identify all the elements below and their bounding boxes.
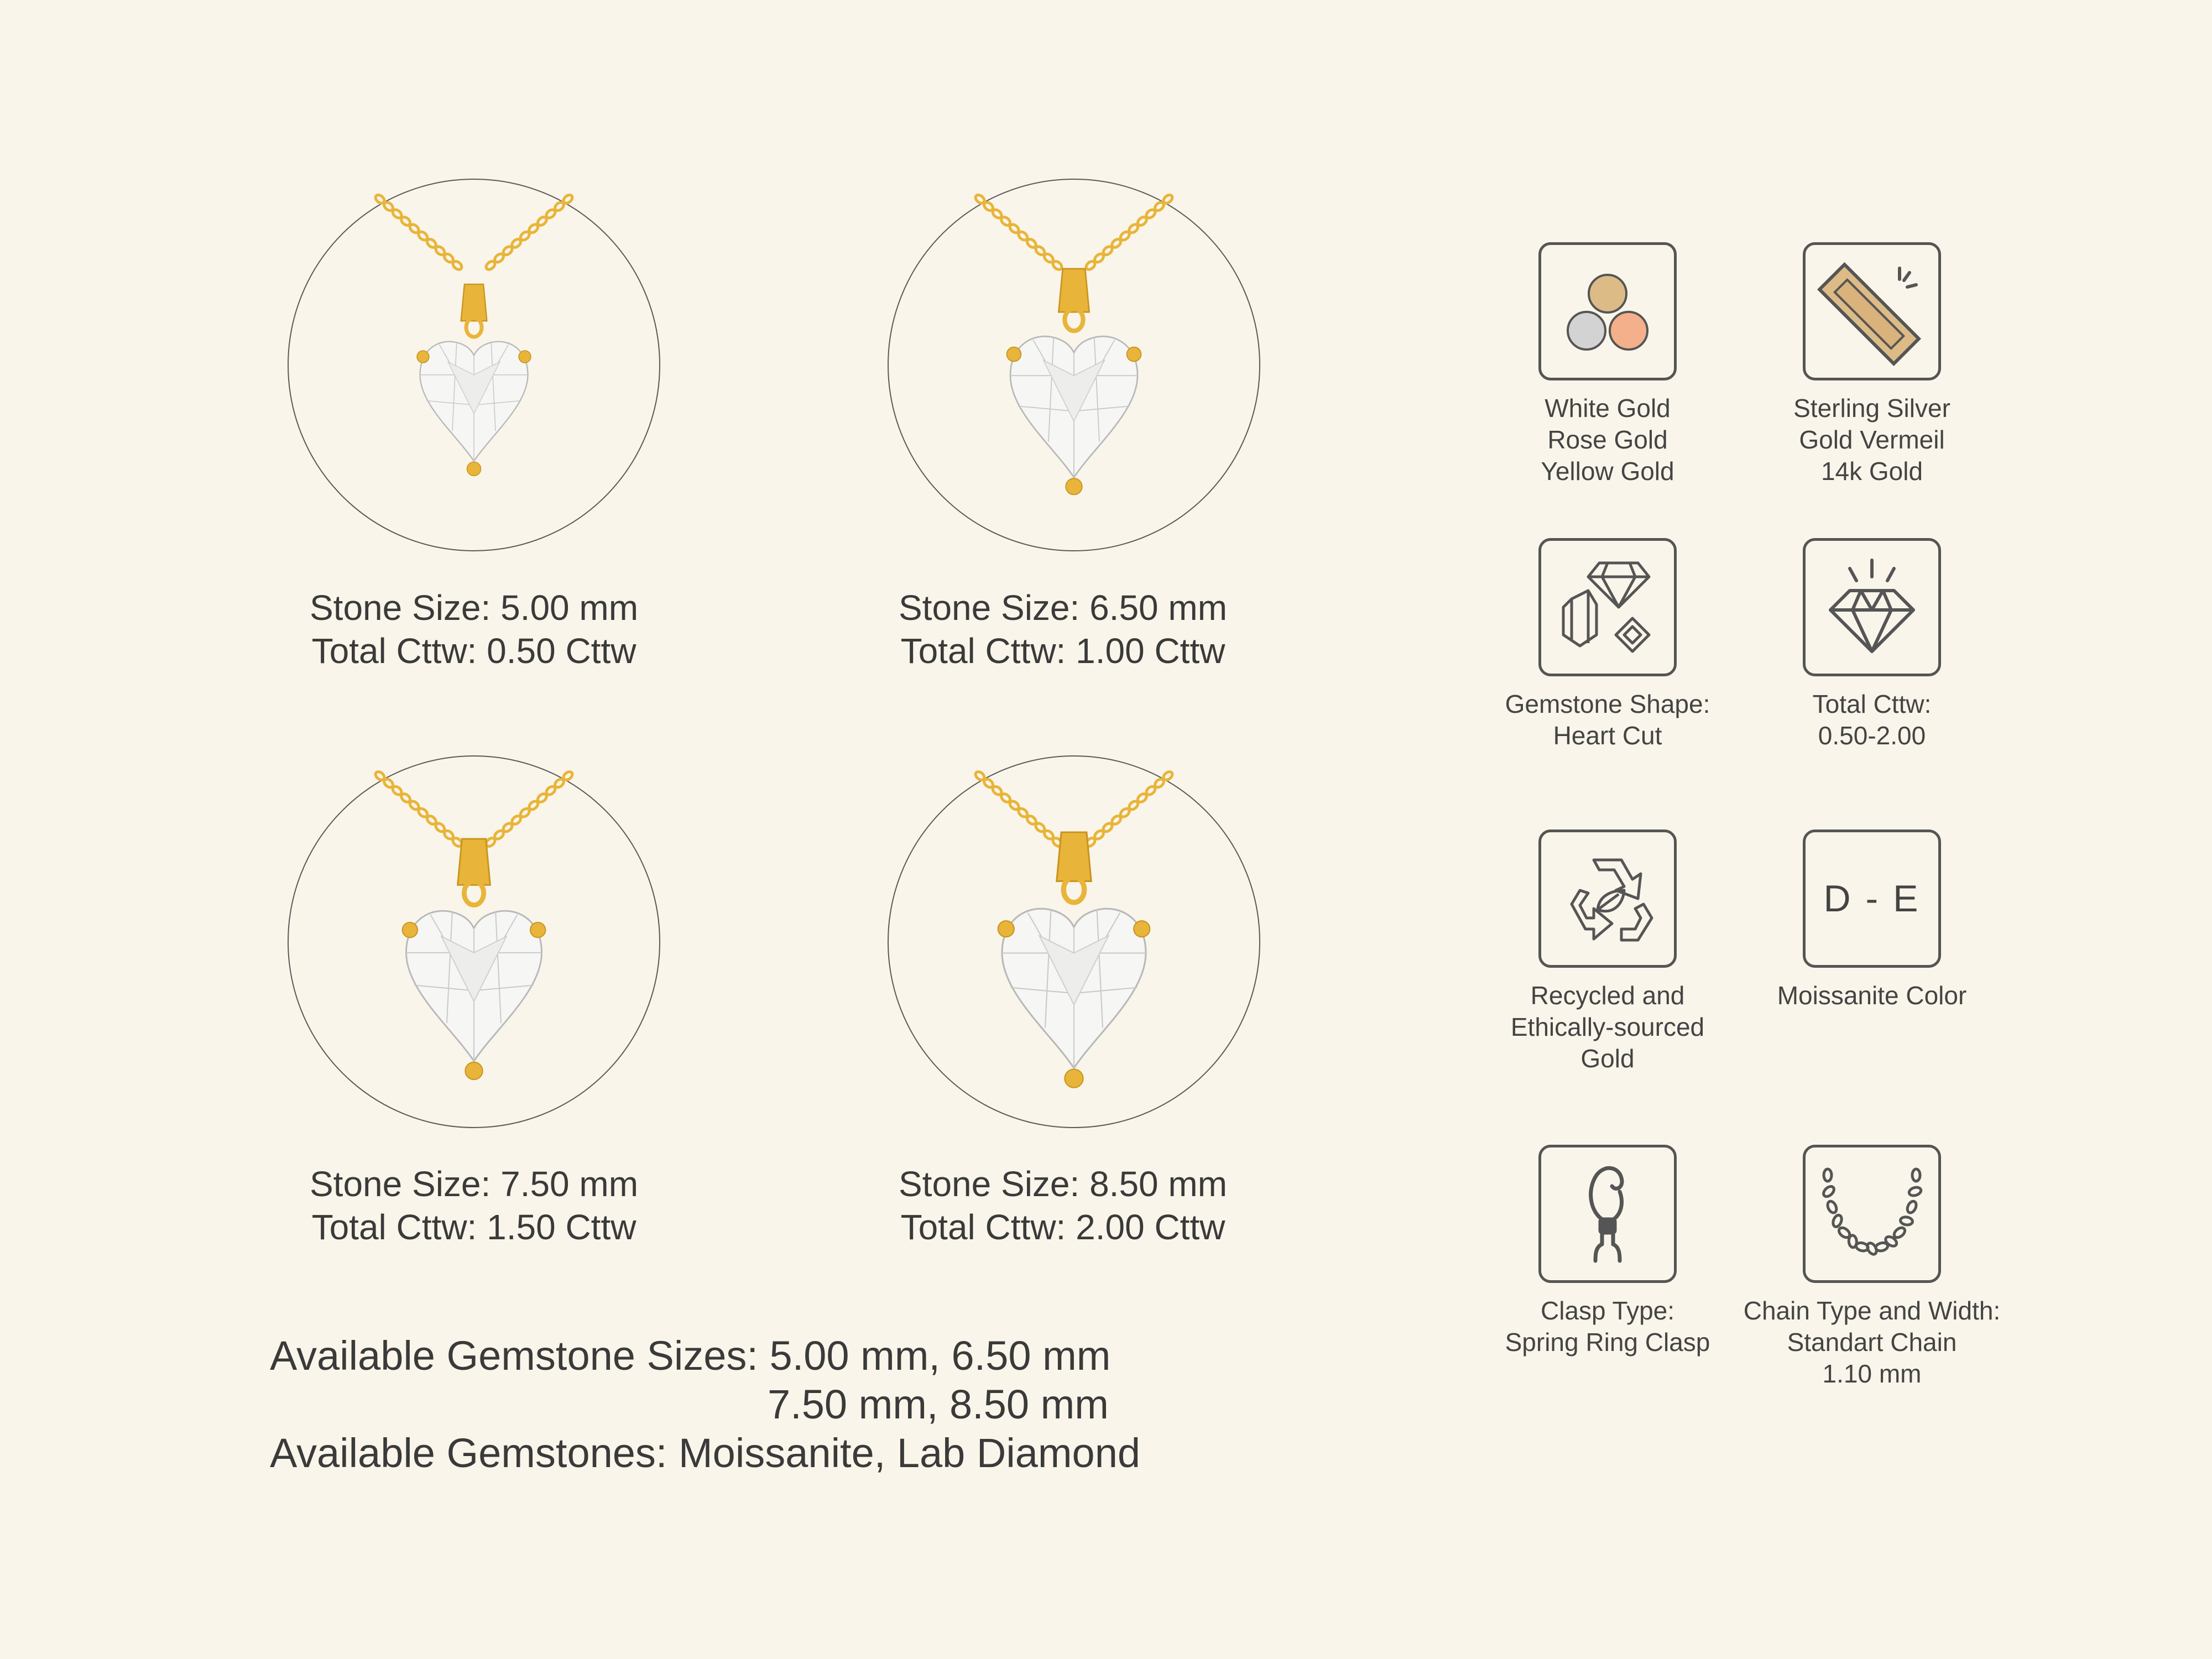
available-sizes-line-2: 7.50 mm, 8.50 mm [768,1381,1109,1427]
feature-clasp-type [1464,1145,1751,1358]
feature-label: Recycled and Ethically-sourced Gold [1510,981,1705,1073]
feature-metal-types [1728,242,2016,487]
total-cttw-text: Total Cttw: 0.50 Cttw [311,631,637,671]
availability-summary [270,1332,1140,1478]
spring-ring-clasp-icon [1547,1153,1668,1275]
stone-size-text: Stone Size: 7.50 mm [309,1164,639,1204]
feature-label: Chain Type and Width: Standart Chain 1.10 mm [1743,1296,2001,1388]
feature-icon-box [1803,538,1941,676]
feature-icon-box [1538,830,1677,968]
gemstones-icon [1547,546,1668,668]
feature-icon-box [1538,242,1677,380]
feature-icon-box [1803,242,1941,380]
stone-size-text: Stone Size: 5.00 mm [309,588,639,628]
feature-icon-box [1538,538,1677,676]
metal-color-circles-icon [1547,251,1668,372]
feature-metal-colors [1464,242,1751,487]
pendant-image-6-5mm [886,177,1262,553]
feature-label: Total Cttw: 0.50-2.00 [1812,690,1932,750]
total-cttw-text: Total Cttw: 1.00 Cttw [900,631,1225,671]
feature-recycled-gold [1464,830,1751,1074]
available-gemstones-line: Available Gemstones: Moissanite, Lab Diamond [270,1430,1141,1476]
feature-total-cttw [1728,538,2016,752]
feature-label: Sterling Silver Gold Vermeil 14k Gold [1793,394,1950,486]
feature-icon-box [1538,1145,1677,1283]
product-caption [225,1162,723,1249]
feature-chain-type [1728,1145,2016,1390]
feature-label: Gemstone Shape: Heart Cut [1505,690,1710,750]
product-caption [814,1162,1312,1249]
gold-bar-icon [1811,251,1933,372]
recycle-leaf-icon [1547,838,1668,959]
stone-size-text: Stone Size: 6.50 mm [898,588,1228,628]
color-grade-icon-text: D - E [1823,878,1921,920]
feature-icon-box [1803,830,1941,968]
product-caption [225,586,723,672]
total-cttw-text: Total Cttw: 2.00 Cttw [900,1207,1225,1247]
chain-icon [1811,1153,1933,1275]
stone-size-text: Stone Size: 8.50 mm [898,1164,1228,1204]
available-sizes-line-1: Available Gemstone Sizes: 5.00 mm, 6.50 mm [270,1333,1111,1379]
feature-label: White Gold Rose Gold Yellow Gold [1541,394,1674,486]
pendant-image-5mm [286,177,662,553]
feature-label: Moissanite Color [1777,981,1967,1010]
product-caption [814,586,1312,672]
sparkling-diamond-icon [1811,546,1933,668]
pendant-image-7-5mm [286,754,662,1130]
total-cttw-text: Total Cttw: 1.50 Cttw [311,1207,637,1247]
feature-moissanite-color [1728,830,2016,1011]
feature-gemstone-shape [1464,538,1751,752]
feature-label: Clasp Type: Spring Ring Clasp [1505,1296,1710,1357]
pendant-image-8-5mm [886,754,1262,1130]
feature-icon-box [1803,1145,1941,1283]
